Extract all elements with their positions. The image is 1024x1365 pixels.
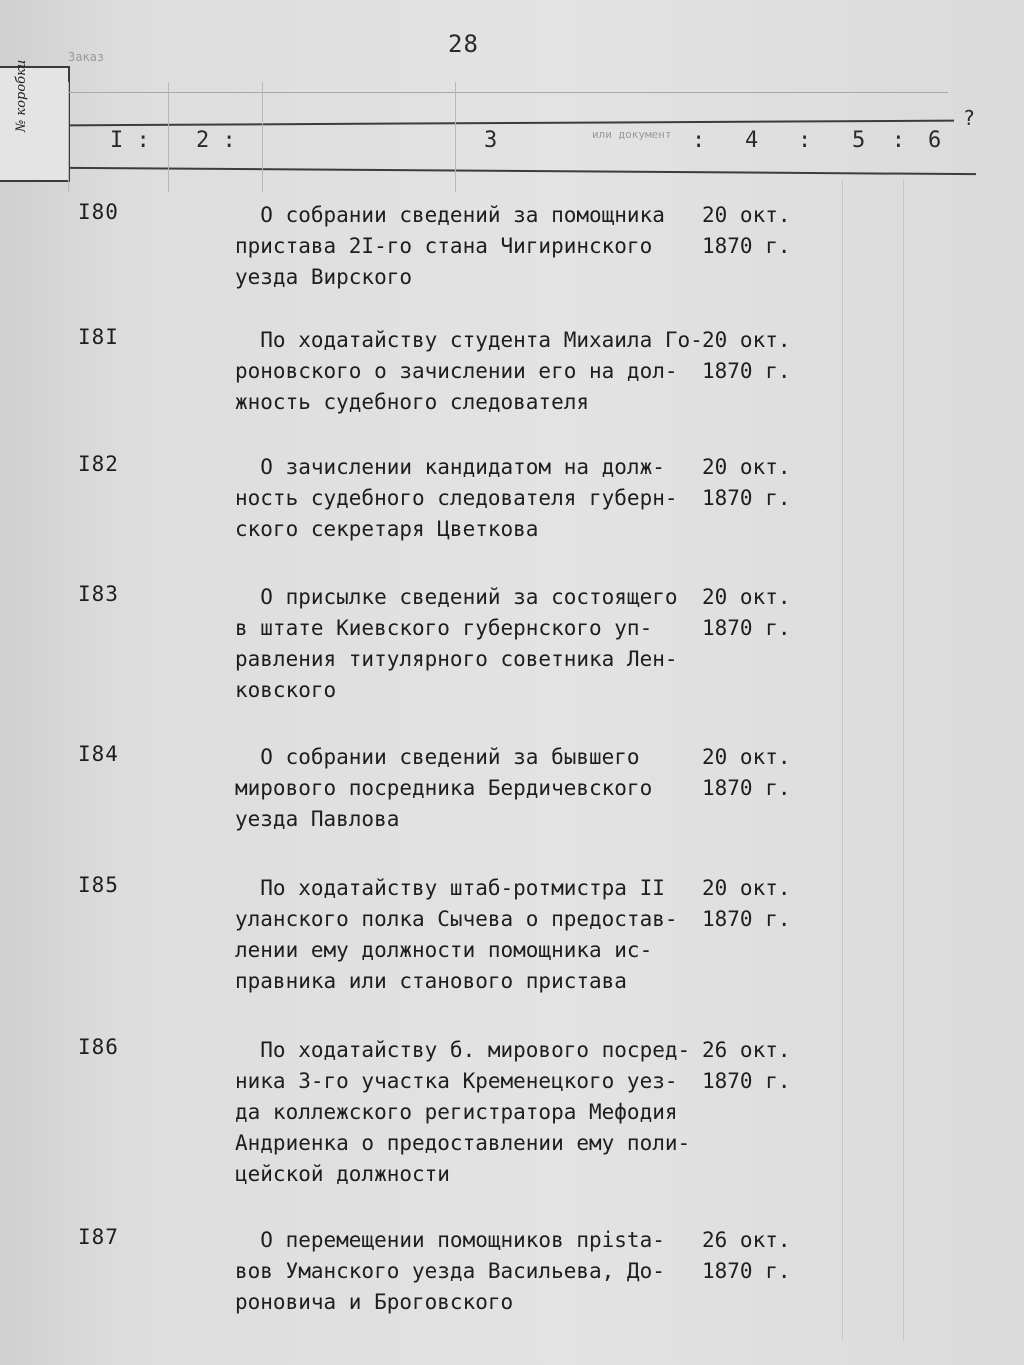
entry-date: 20 окт. 1870 г. <box>702 585 791 640</box>
column-divider <box>68 82 69 192</box>
page-number: 28 <box>448 30 479 58</box>
header-column-4: : 4 : <box>692 128 812 153</box>
entry-number: I86 <box>78 1035 119 1059</box>
entry-title: По ходатайству студента Михаила Го- роновского о зачислении его на дол- жность судебного следователя <box>235 328 703 414</box>
entry-date: 20 окт. 1870 г. <box>702 876 791 931</box>
entry-date: 26 окт. 1870 г. <box>702 1038 791 1093</box>
entry-date: 20 окт. 1870 г. <box>702 328 791 383</box>
faint-corner-mark: Заказ <box>68 50 105 64</box>
entry-title: По ходатайству б. мирового посред- ника 3-го участка Кременецкого уез- да коллежского регистратора Мефодия Андриенка о предоставлении ему поли- цейской должности <box>235 1038 691 1186</box>
header-column-3: 3 <box>484 128 498 153</box>
entry-number: I84 <box>78 742 119 766</box>
entry-number: I80 <box>78 200 119 224</box>
entry-date: 26 окт. 1870 г. <box>702 1228 791 1283</box>
column-divider <box>455 82 456 192</box>
header-column-5: 5 : <box>852 128 905 153</box>
entry-date: 20 окт. 1870 г. <box>702 745 791 800</box>
entry-date: 20 окт. 1870 г. <box>702 203 791 258</box>
header-top-rule <box>68 120 954 127</box>
box-number-label: № коробки <box>14 59 29 132</box>
entry-title: О собрании сведений за помощника пристава 2I-го стана Чигиринского уезда Вирского <box>235 203 665 289</box>
entry-number: I87 <box>78 1225 119 1249</box>
header-column-2: 2 : <box>196 128 236 153</box>
entry-number: I82 <box>78 452 119 476</box>
entry-title: О присылке сведений за состоящего в штате Киевского губернского уп- равления титулярного советника Лен- ковского <box>235 585 678 702</box>
question-mark: ? <box>963 106 976 130</box>
header-column-1: I : <box>110 128 150 153</box>
entry-title: По ходатайству штаб-ротмистра II уланского полка Сычева о предостав- лении ему должности помощника ис- правника или станового пристава <box>235 876 678 993</box>
header-column-6: 6 <box>928 128 942 153</box>
entry-title: О зачислении кандидатом на долж- ность судебного следователя губерн- ского секретаря Цветкова <box>235 455 678 541</box>
entry-number: I8I <box>78 325 119 349</box>
entry-number: I83 <box>78 582 119 606</box>
box-number-tab <box>0 59 70 182</box>
entry-number: I85 <box>78 873 119 897</box>
column-divider <box>842 180 843 1340</box>
column-divider <box>262 82 263 192</box>
header-bottom-rule <box>68 167 976 175</box>
faint-header-rule <box>68 92 948 93</box>
faint-column-heading: или документ <box>592 128 672 141</box>
column-divider <box>168 82 169 192</box>
column-divider <box>903 180 904 1340</box>
entry-date: 20 окт. 1870 г. <box>702 455 791 510</box>
entry-title: О собрании сведений за бывшего мирового посредника Бердичевского уезда Павлова <box>235 745 653 831</box>
entry-title: О перемещении помощников прista- вов Уманского уезда Васильева, До- роновича и Броговского <box>235 1228 665 1314</box>
